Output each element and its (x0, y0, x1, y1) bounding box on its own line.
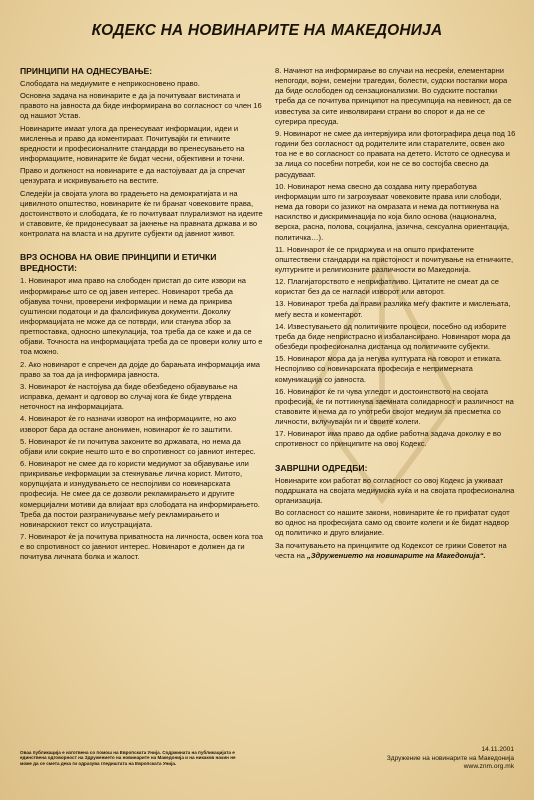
article-item: 14. Известувањето од политичките процеси, посебно од изборите треба да биде непристрасно и избалансирано. Новинарот мора да обезбеди професионална дистанца од политичките субјекти. (275, 321, 511, 352)
article-item: 13. Новинарот треба да прави разлика меѓу фактите и мислењата, меѓу веста и коментарот. (275, 299, 511, 319)
article-item: 9. Новинарот не смее да интервјуира или фотографира деца под 16 години без согласност од родителите или старателите, освен ако тоа не е во согласност со правата на детето. Истото се однесува и за лица со посебни потреби, кои не се во состојба свесно да расудуваат. (275, 128, 516, 179)
principles-paragraph: Следејќи ја својата улога во градењето на демократијата и на цивилното општество, новинарите ќе ги бранат човековите права, достоинството и слободата, ќе го почитуваат плурализмот на идеите и ставовите, ќе придонесуваат за јакнење на правната држава и во контролата на власта и на другите субјекти од јавниот живот. (20, 188, 263, 239)
article-item: 7. Новинарот ќе ја почитува приватноста на личноста, освен кога тоа е во спротивност со јавниот интерес. Новинарот е должен да ги почитува личната болка и жалост. (20, 532, 263, 562)
final-paragraph: Во согласност со нашите закони, новинарите ќе го прифатат судот во однос на професијата само од своите колеги и ќе бидат надвор од политичко и друго влијание. (275, 508, 510, 538)
organization-name: Здружение на новинарите на Македонија (386, 754, 514, 762)
article-item: 12. Плагијаторството е неприфатливо. Цитатите не смеат да се користат без да се нагласи изворот или авторот. (275, 277, 499, 297)
values-heading: ВРЗ ОСНОВА НА ОВИЕ ПРИНЦИПИ И ЕТИЧКИ ВРЕДНОСТИ: (20, 252, 217, 274)
principles-heading: ПРИНЦИПИ НА ОДНЕСУВАЊЕ: (20, 66, 153, 76)
article-item: 8. Начинот на информирање во случаи на несреќи, елементарни непогоди, војни, семејни трагедии, болести, судски постапки мора да биде ослободен од сензационализми. Во судските постапки треба да се почитува принципот на пресумпција на невиност, да се известува за сите инволвирани страни во спорот и да не се сугерира пресуда. (275, 66, 512, 126)
article-item: 3. Новинарот ќе настојува да биде обезбедено објавување на исправка, демант и одговор во случај кога ќе биде утврдена неточност на информацијата. (20, 381, 238, 412)
article-item: 6. Новинарот не смее да го користи медиумот за објавување или прикривање информации за стекнување лична корист. Митото, корупцијата и изнудувањето се неспојливи со новинарската професија. Не смее да се дозволи рекламирањето и другите комерцијални мотиви да влијаат врз слободата на информирањето. Треба да постои разграничување меѓу рекламирањето и новинарскиот текст со илустрацијата. (20, 459, 260, 529)
left-column (20, 66, 264, 565)
article-item: 16. Новинарот ќе ги чува угледот и достоинството на својата професија, ќе ги поттикнува заемната солидарност и различност на ставовите и нема да го употреби својот медиум за пресметка со личности, вклучувајќи ги и своите колеги. (275, 386, 514, 427)
right-column (275, 66, 517, 563)
closing-text: За почитувањето на принципите од Кодексот се грижи Советот на честа на (275, 540, 507, 560)
footer-signature (334, 746, 514, 772)
principles-paragraph: Право и должност на новинарите е да настојуваат да ја спречат цензурата и искривувањето на вестите. (20, 166, 246, 186)
article-item: 15. Новинарот мора да ја негува културата на говорот и етиката. Неспојливо со новинарската професија е непримерната комуникација со јавноста. (275, 354, 503, 384)
article-item: 1. Новинарот има право на слободен пристап до сите извори на информирање што се од јавен интерес. Новинарот треба да објавува точни, проверени информации и нема да прикрива суштински податоци и да фалсификува документи. Доколку информацијата не може да се потврди, или станува збор за претпоставка, односно шпекулација, тоа треба да се каже и да се објави. Точноста на информацијата треба да се провери колку што е тоа можно. (20, 276, 263, 357)
principles-paragraph: Новинарите имаат улога да пренесуваат информации, идеи и мисленња и право да коментираат. Почитувајќи ги етичките вредности и професионалните стандарди во пренесувањето на информациите, новинарите ќе бидат чесни, објективни и точни. (20, 123, 245, 164)
article-item: 2. Ако новинарот е спречен да дојде до барањата информација има право за тоа да ја информира јавноста. (20, 359, 260, 379)
final-paragraph: Новинарите кои работат во согласност со овој Кодекс ја уживаат поддршката на својата медиумска куќа и на својата професионална организација. (275, 475, 515, 505)
principles-paragraph: Слободата на медиумите е неприкосновено право. (20, 79, 200, 88)
article-item: 10. Новинарот нема свесно да создава ниту преработува информации што ги загрозуваат човековите права или слободи, нема да говори со јазикот на омразата и нема да поттикнува на насилство и дискриминација по која било основа (национална, верска, расна, полова, социјална, јазична, сексуална ориентација, политичка…). (275, 181, 510, 242)
website-link[interactable]: www.znm.org.mk (463, 763, 514, 771)
final-heading: ЗАВРШНИ ОДРЕДБИ: (275, 462, 368, 473)
eu-disclaimer: Оваа публикација е изготвена со помош на Европската Унија. Содржината на публикацијата е единствена одговорност на Здружението на новинарите на Македонија и на никаков начин не може да се смета дека ги одразува гледиштата на Европската Унија. (20, 750, 236, 766)
article-item: 17. Новинарот има право да одбие работна задача доколку е во спротивност со принципите на овој Кодекс. (275, 429, 502, 449)
article-item: 11. Новинарот ќе се придржува и на општо прифатените општествени стандарди на пристојност и почитување на етничките, културните и религиозните различности во Македонија. (275, 244, 514, 274)
article-item: 4. Новинарот ќе го назначи изворот на информациите, но ако изворот бара да остане анонимен, новинарот ќе го заштити. (20, 414, 237, 434)
association-name: „Здружението на новинарите на Македонија“. (307, 550, 486, 560)
principles-paragraph: Основна задача на новинарите е да ја почитуваат вистината и правото на јавноста да биде информирана во согласност со член 16 од нашиот Устав. (20, 91, 262, 121)
date: 14.11.2001 (481, 746, 514, 753)
final-closing (275, 541, 517, 561)
article-item: 5. Новинарот ќе ги почитува законите во државата, но нема да објави или сокрие нешто што е во спротивност со јавниот интерес. (20, 436, 256, 456)
page-title: КОДЕКС НА НОВИНАРИТЕ НА МАКЕДОНИЈА (91, 22, 443, 39)
